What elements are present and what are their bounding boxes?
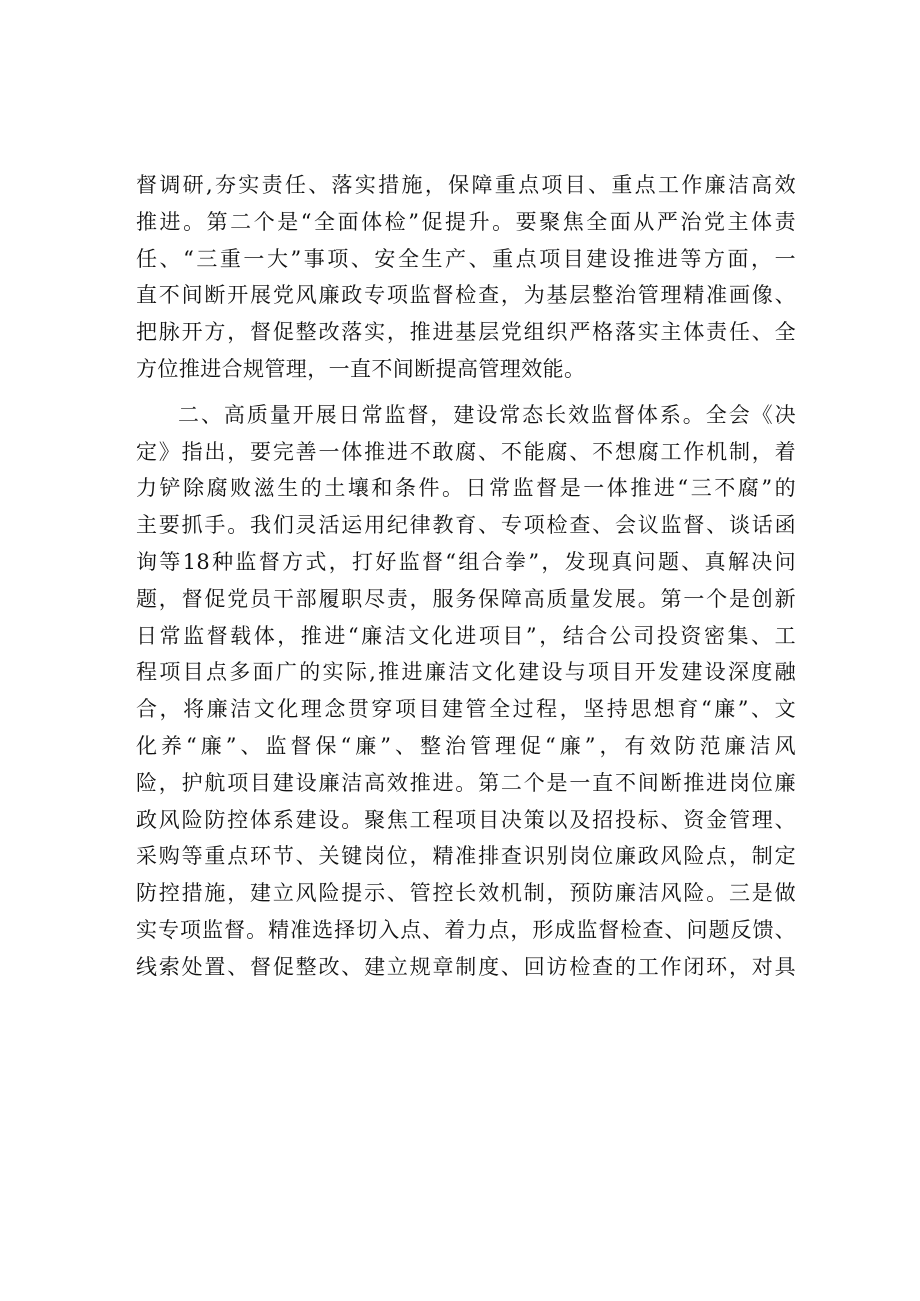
text-line: 日常监督载体，推进“廉洁文化进项目”，结合公司投资密集、工 — [136, 623, 796, 648]
text-line: 主要抓手。我们灵活运用纪律教育、专项检查、会议监督、谈话函 — [136, 513, 796, 538]
text-line: 把脉开方，督促整改落实，推进基层党组织严格落实主体责任、全 — [136, 320, 796, 345]
paragraph-1 — [136, 167, 796, 388]
text-line: 直不间断开展党风廉政专项监督检查，为基层整治管理精准画像、 — [136, 283, 796, 308]
text-line: 险，护航项目建设廉洁高效推进。第二个是一直不间断推进岗位廉 — [136, 770, 796, 795]
text-line: 政风险防控体系建设。聚焦工程项目决策以及招投标、资金管理、 — [136, 807, 796, 832]
document-body — [136, 167, 796, 986]
text-line: 二、高质量开展日常监督，建设常态长效监督体系。全会《决 — [178, 402, 796, 427]
text-line: 方位推进合规管理，一直不间断提高管理效能。 — [136, 356, 586, 381]
text-line: 力铲除腐败滋生的土壤和条件。日常监督是一体推进“三不腐”的 — [136, 476, 796, 501]
text-line: 督调研,夯实责任、落实措施，保障重点项目、重点工作廉洁高效 — [136, 173, 796, 197]
text-line: 合，将廉洁文化理念贯穿项目建管全过程，坚持思想育“廉”、文 — [136, 697, 796, 722]
text-line: 定》指出，要完善一体推进不敢腐、不能腐、不想腐工作机制，着 — [136, 439, 796, 464]
text-line: 防控措施，建立风险提示、管控长效机制，预防廉洁风险。三是做 — [136, 881, 796, 906]
text-line: 推进。第二个是“全面体检”促提升。要聚焦全面从严治党主体责 — [136, 209, 796, 234]
text-line: 线索处置、督促整改、建立规章制度、回访检查的工作闭环，对具 — [136, 954, 796, 979]
text-line: 化养“廉”、监督保“廉”、整治管理促“廉”，有效防范廉洁风 — [136, 733, 796, 758]
text-line: 程项目点多面广的实际,推进廉洁文化建设与项目开发建设深度融 — [136, 660, 796, 685]
text-line: 询等18种监督方式，打好监督“组合拳”，发现真问题、真解决问 — [136, 549, 796, 574]
text-line: 采购等重点环节、关键岗位，精准排查识别岗位廉政风险点，制定 — [136, 844, 796, 869]
text-line: 实专项监督。精准选择切入点、着力点，形成监督检查、问题反馈、 — [136, 917, 796, 942]
paragraph-2 — [136, 397, 796, 986]
text-line: 任、“三重一大”事项、安全生产、重点项目建设推进等方面，一 — [136, 246, 796, 271]
text-line: 题，督促党员干部履职尽责，服务保障高质量发展。第一个是创新 — [136, 586, 796, 611]
